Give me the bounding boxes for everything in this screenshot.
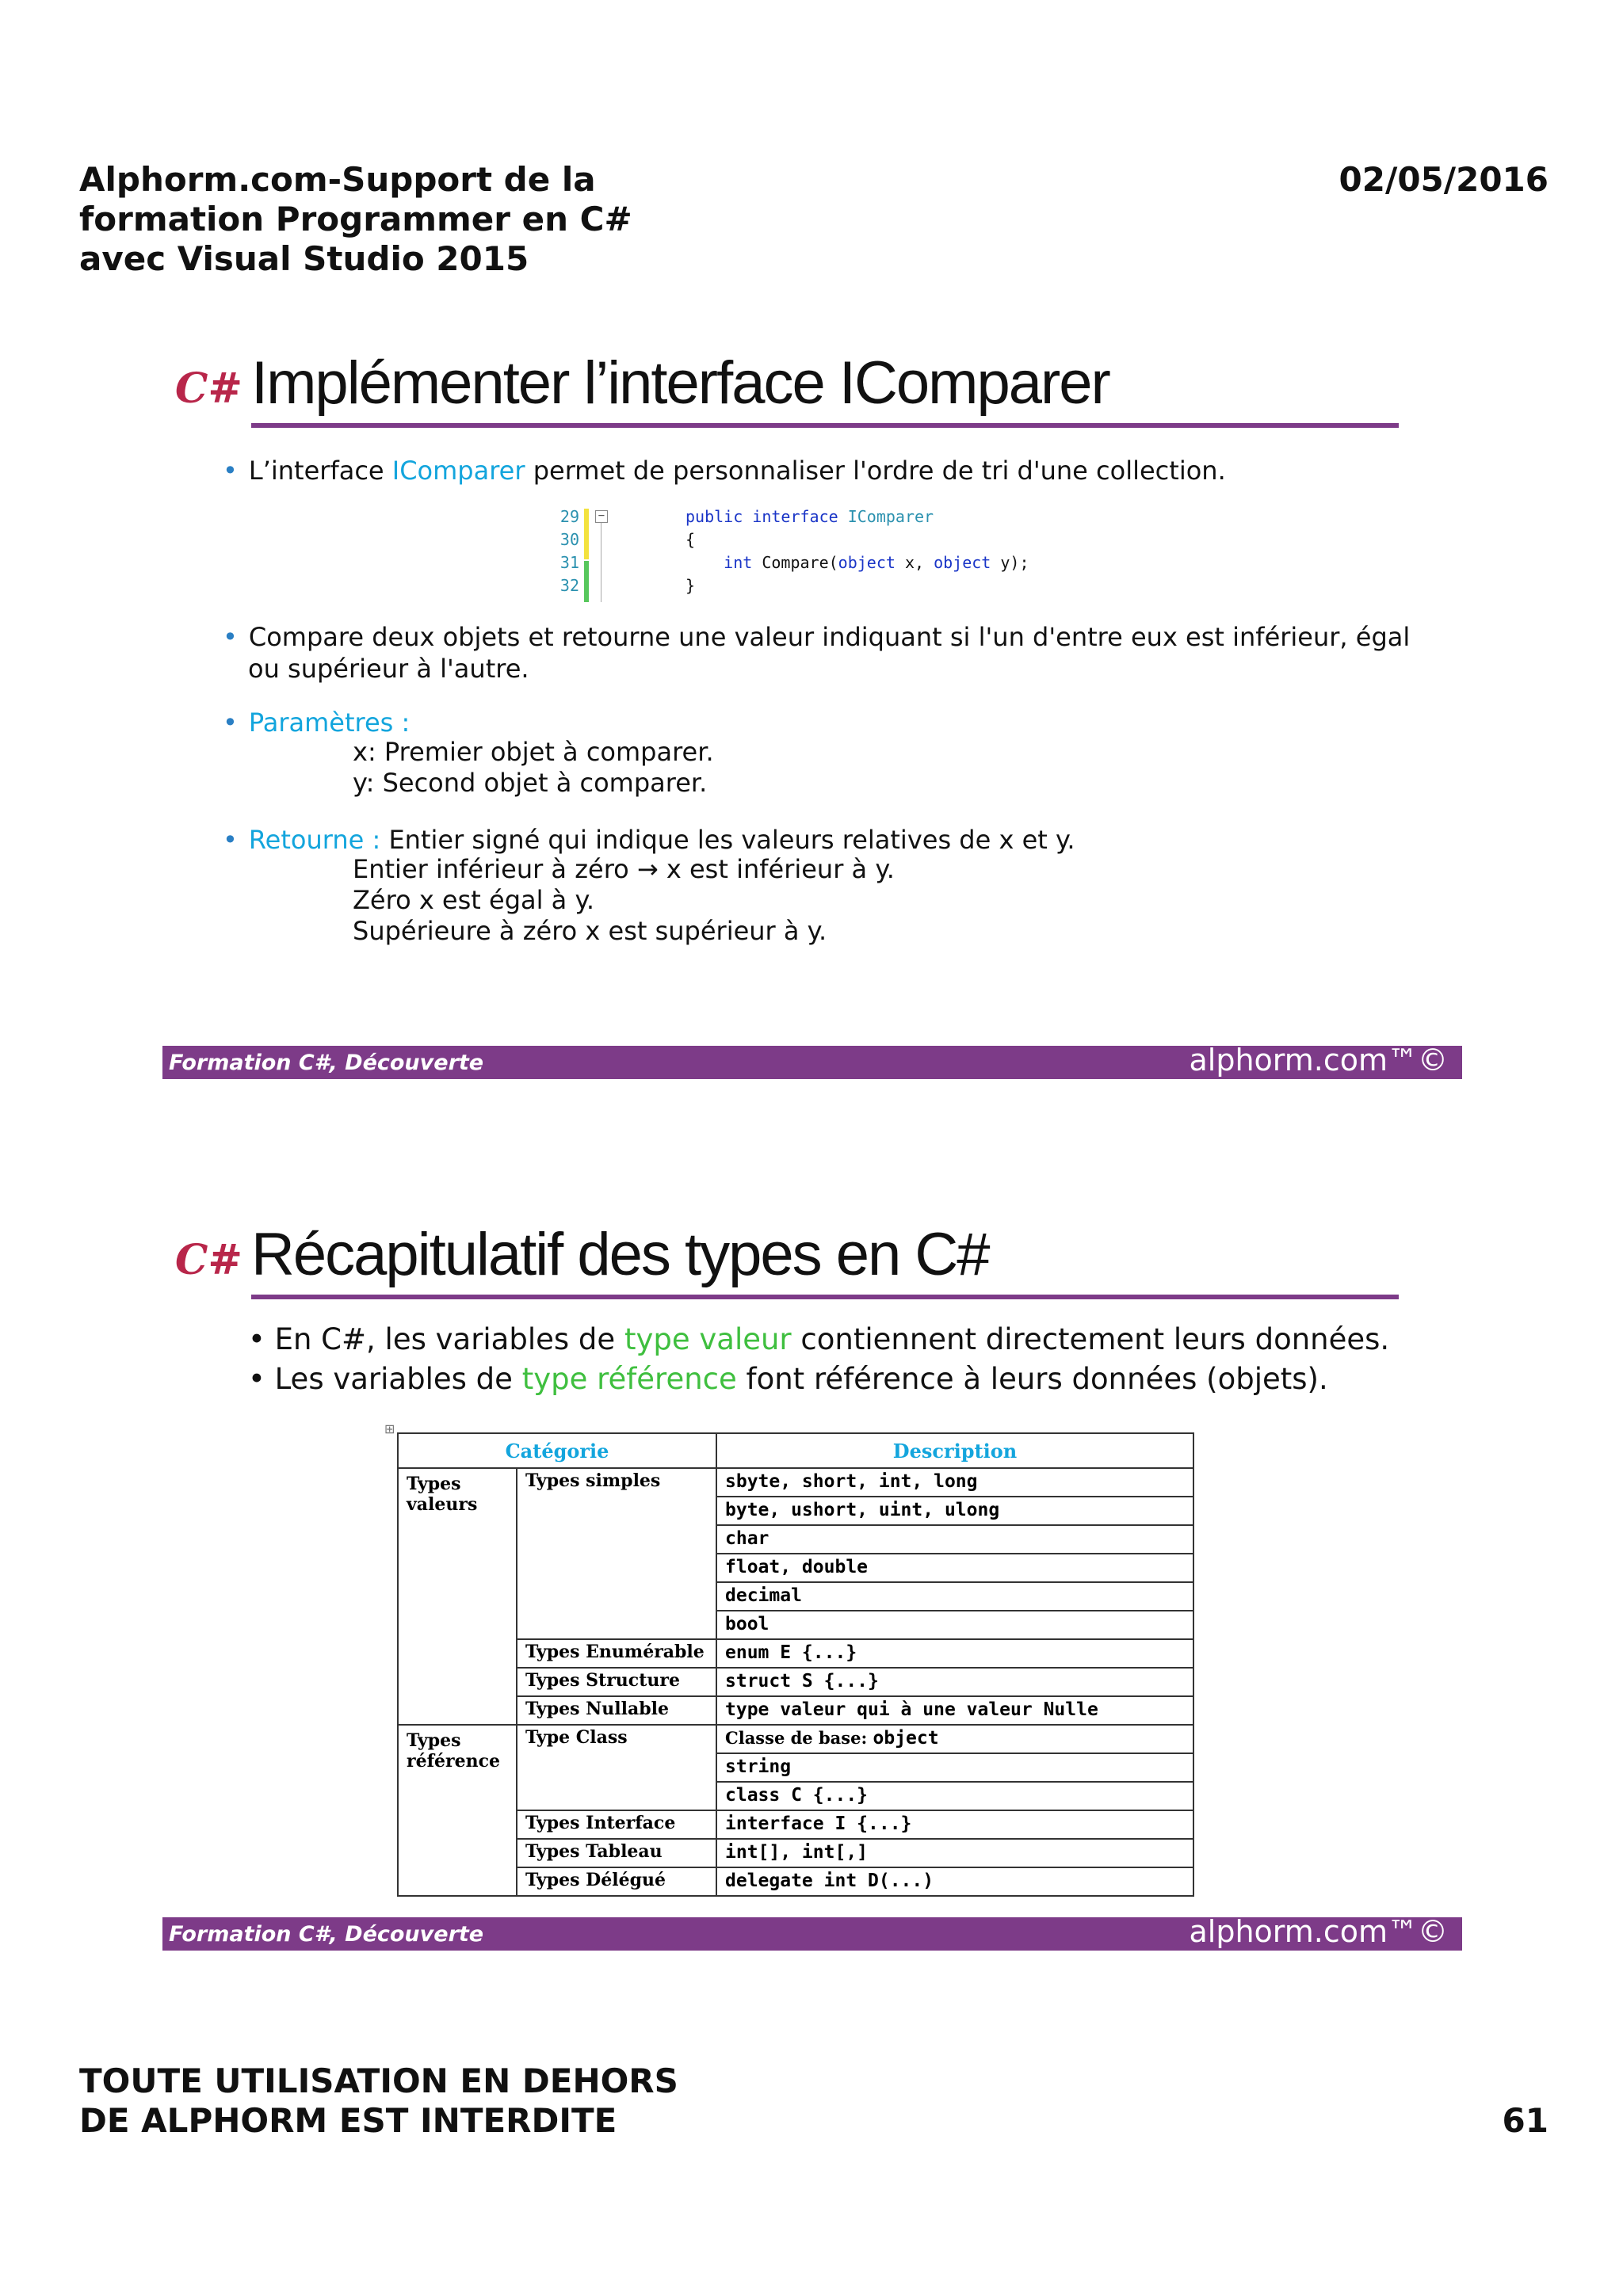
page-footer-notice — [79, 2061, 792, 2141]
saved-lines-marker — [584, 561, 589, 602]
category-cell: Types Nullable — [517, 1696, 716, 1725]
description-cell: class C {...} — [716, 1782, 1193, 1810]
line-number: 31 — [559, 553, 579, 572]
bullet-text: ou supérieur à l'autre. — [248, 654, 529, 684]
table-row — [398, 1839, 1193, 1867]
description-cell: float, double — [716, 1554, 1193, 1582]
description-cell: sbyte, short, int, long — [716, 1468, 1193, 1497]
param-item: x: Premier objet à comparer. — [353, 737, 714, 767]
footer-line: TOUTE UTILISATION EN DEHORS — [79, 2061, 678, 2100]
description-cell: interface I {...} — [716, 1810, 1193, 1839]
category-cell: Types Structure — [517, 1668, 716, 1696]
bullet-icon: • — [223, 707, 238, 738]
return-item: Zéro x est égal à y. — [353, 885, 594, 915]
table-row — [398, 1639, 1193, 1668]
parametres-label: Paramètres : — [248, 707, 411, 738]
group-types-reference: Types référence — [398, 1725, 517, 1896]
code-type: IComparer — [847, 507, 934, 526]
returns-list — [353, 854, 895, 947]
slide-footer-brand: alphorm.com™© — [1189, 1043, 1448, 1077]
highlight-type-valeur: type valeur — [624, 1322, 792, 1356]
title-underline — [251, 1295, 1399, 1299]
code-line — [685, 551, 1029, 574]
table-row — [398, 1867, 1193, 1896]
table-move-handle-icon: ⊞ — [384, 1421, 395, 1436]
bullet-text: L’interface — [248, 456, 392, 486]
bullet-text: Entier signé qui indique les valeurs relatives de x et y. — [380, 825, 1075, 855]
code-line: { — [685, 530, 696, 549]
retourne-label: Retourne : — [248, 825, 381, 855]
description-cell: char — [716, 1525, 1193, 1554]
footer-line: DE ALPHORM EST INTERDITE — [79, 2101, 617, 2140]
bullet-parametres — [223, 707, 410, 738]
description-cell: int[], int[,] — [716, 1839, 1193, 1867]
bullet-compare — [223, 621, 1410, 685]
bullet-icon: • — [223, 456, 238, 486]
page-header-date: 02/05/2016 — [1338, 160, 1549, 199]
bullet-text: font — [736, 1362, 814, 1396]
slide-title-bar — [162, 341, 1399, 428]
description-code: object — [873, 1728, 939, 1749]
slide-footer-course: Formation C#, Découverte — [169, 1922, 484, 1947]
line-numbers — [551, 505, 579, 597]
category-cell: Type Class — [517, 1725, 716, 1810]
group-types-valeurs: Types valeurs — [398, 1468, 517, 1725]
bullet-icon: • — [248, 1362, 275, 1396]
category-cell: Types Interface — [517, 1810, 716, 1839]
emphasis-reference: référence — [813, 1362, 954, 1396]
header-line: formation Programmer en C# — [79, 200, 632, 238]
description-cell: decimal — [716, 1582, 1193, 1611]
description-cell: string — [716, 1753, 1193, 1782]
params-list — [353, 737, 714, 799]
category-cell: Types Enumérable — [517, 1639, 716, 1668]
description-cell: delegate int D(...) — [716, 1867, 1193, 1896]
page-number: 61 — [1502, 2101, 1549, 2140]
return-item: Entier inférieur à zéro → x est inférieur à y. — [353, 854, 895, 884]
slide-footer-bar — [162, 1914, 1462, 1951]
bullet-text: à leurs données (objets). — [953, 1362, 1328, 1396]
category-cell: Types simples — [517, 1468, 716, 1639]
category-cell: Types Délégué — [517, 1867, 716, 1896]
csharp-logo-icon: C# — [175, 364, 242, 413]
slide-footer-bar — [162, 1043, 1462, 1079]
line-number: 32 — [559, 576, 579, 595]
code-line — [685, 505, 1029, 528]
code-line: } — [685, 576, 696, 595]
title-underline — [251, 423, 1399, 428]
slide-icomparer — [162, 333, 1462, 1081]
slide-types-recap — [162, 1204, 1462, 1953]
slide-title: Récapitulatif des types en C# — [251, 1221, 989, 1288]
description-cell: byte, ushort, uint, ulong — [716, 1497, 1193, 1525]
bullet-intro — [223, 455, 1226, 486]
table-row — [398, 1725, 1193, 1753]
highlight-icomparer: IComparer — [391, 456, 525, 486]
table-row — [398, 1468, 1193, 1497]
code-text: x, — [895, 553, 934, 572]
code-keyword: public — [685, 507, 743, 526]
description-cell: type valeur qui à une valeur Nulle — [716, 1696, 1193, 1725]
slide-footer-course: Formation C#, Découverte — [169, 1051, 484, 1075]
slide-footer-brand: alphorm.com™© — [1189, 1914, 1448, 1949]
code-snippet — [551, 505, 1058, 607]
code-text: y); — [991, 553, 1029, 572]
bullet-text: Compare deux objets et retourne une valeur indiquant si l'un d'entre eux est inférieur, égal — [248, 622, 1411, 652]
description-cell — [716, 1725, 1193, 1753]
bullet-text: En C#, les variables de — [274, 1322, 624, 1356]
table-row — [398, 1696, 1193, 1725]
bullet-retourne — [223, 824, 1075, 856]
header-description: Description — [716, 1433, 1193, 1468]
bullet-type-reference — [248, 1360, 1328, 1399]
slide-title: Implémenter l’interface IComparer — [251, 349, 1109, 417]
code-text: Compare( — [752, 553, 838, 572]
bullet-type-valeur — [248, 1320, 1389, 1360]
table-header-row — [398, 1433, 1193, 1468]
collapse-icon: − — [595, 510, 608, 523]
code-keyword: interface — [752, 507, 838, 526]
code-keyword: object — [934, 553, 991, 572]
param-item: y: Second objet à comparer. — [353, 768, 708, 798]
highlight-type-reference: type référence — [521, 1362, 737, 1396]
bullet-text: permet de personnaliser l'ordre de tri d'une collection. — [525, 456, 1226, 486]
page-header-title — [79, 160, 697, 279]
bullet-text: leurs données. — [1164, 1322, 1390, 1356]
code-lines — [685, 505, 1029, 597]
changed-lines-marker — [584, 509, 589, 559]
csharp-logo-icon: C# — [175, 1236, 242, 1284]
description-cell: enum E {...} — [716, 1639, 1193, 1668]
return-item: Supérieure à zéro x est supérieur à y. — [353, 916, 827, 946]
description-cell: bool — [716, 1611, 1193, 1639]
category-cell: Types Tableau — [517, 1839, 716, 1867]
bullet-icon: • — [223, 622, 238, 652]
table-row — [398, 1668, 1193, 1696]
slide-title-bar — [162, 1212, 1399, 1299]
description-cell: struct S {...} — [716, 1668, 1193, 1696]
bullet-icon: • — [248, 1322, 275, 1356]
line-number: 30 — [559, 530, 579, 549]
line-number: 29 — [559, 507, 579, 526]
types-table — [397, 1432, 1194, 1897]
header-line: avec Visual Studio 2015 — [79, 239, 529, 278]
header-categorie: Catégorie — [398, 1433, 716, 1468]
emphasis-directement: directement — [985, 1322, 1165, 1356]
code-keyword: object — [838, 553, 896, 572]
bullet-text: contiennent — [791, 1322, 986, 1356]
bullet-text: Les variables de — [274, 1362, 522, 1396]
bullet-icon: • — [223, 825, 238, 855]
code-keyword: int — [724, 553, 753, 572]
header-line: Alphorm.com-Support de la — [79, 160, 596, 199]
table-row — [398, 1810, 1193, 1839]
description-prefix: Classe de base: — [725, 1728, 873, 1748]
